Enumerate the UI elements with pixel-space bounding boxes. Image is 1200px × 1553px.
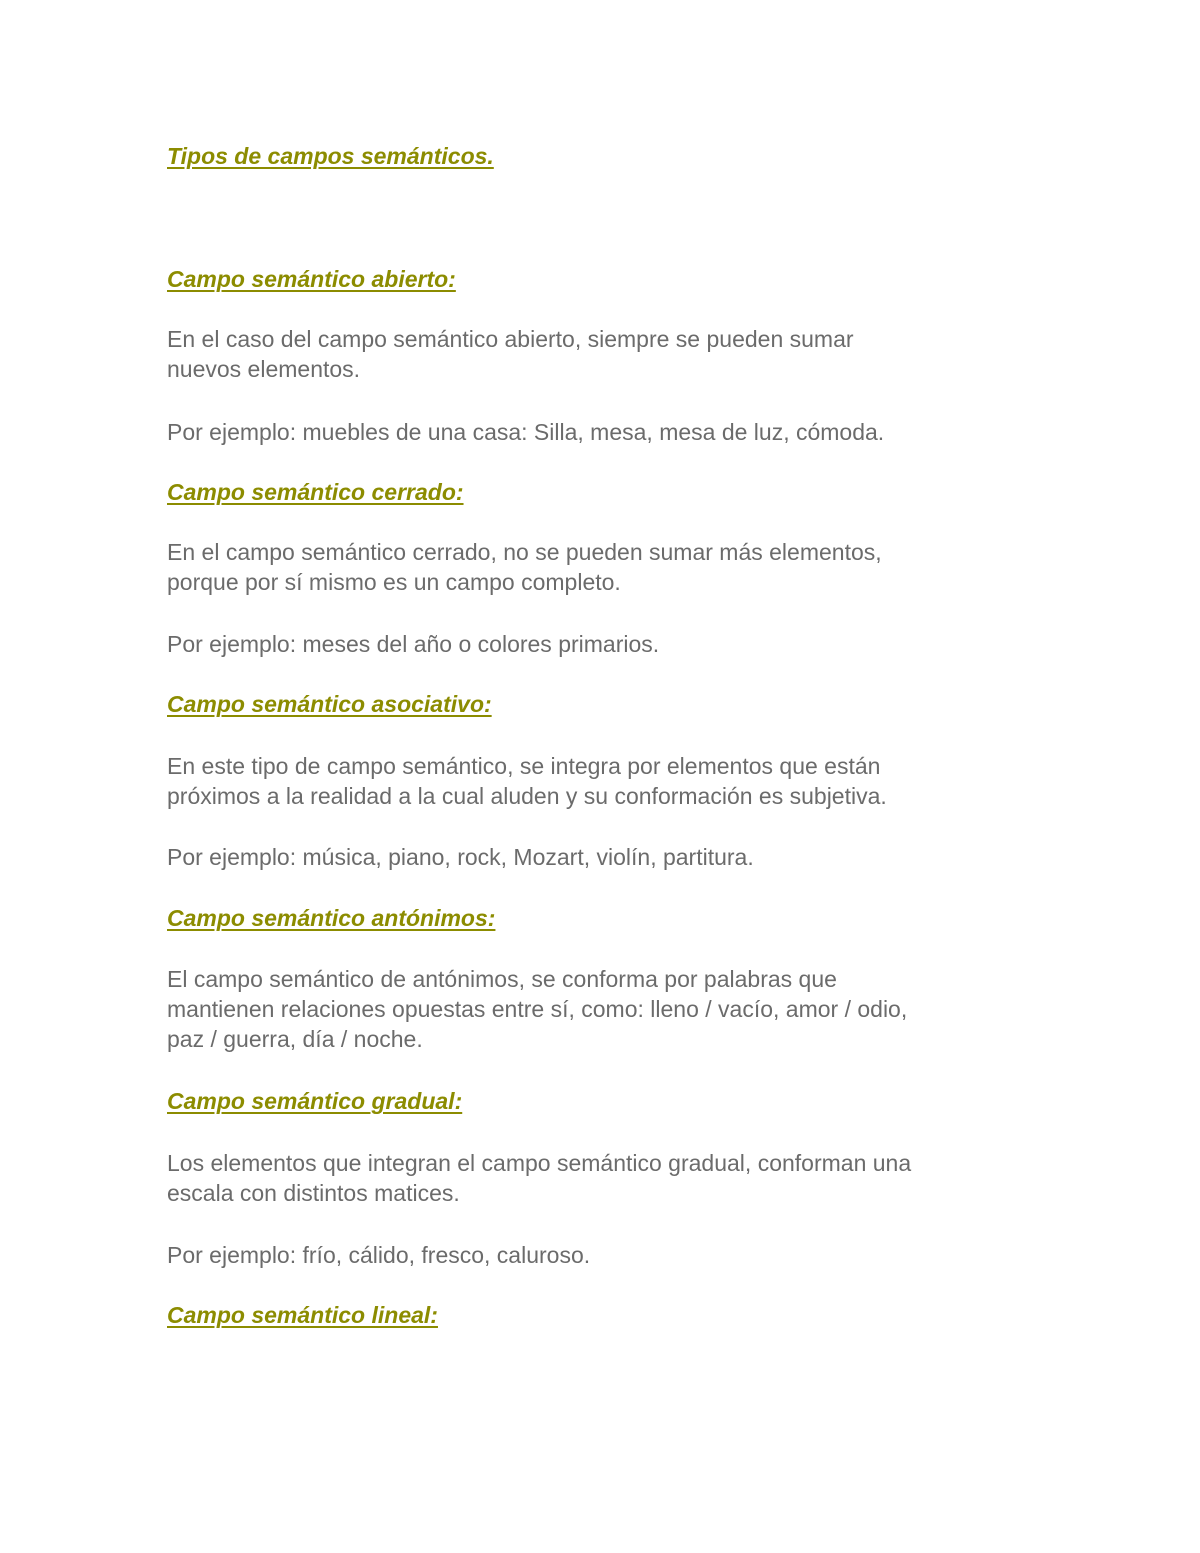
section-cerrado-paragraph-1: En el campo semántico cerrado, no se pueden sumar más elementos, porque por sí mismo es un campo completo. xyxy=(167,539,882,595)
section-heading-cerrado: Campo semántico cerrado: xyxy=(167,479,464,505)
section-abierto-example: Por ejemplo: muebles de una casa: Silla, mesa, mesa de luz, cómoda. xyxy=(167,419,885,445)
document-title: Tipos de campos semánticos. xyxy=(167,143,494,169)
section-asociativo-example: Por ejemplo: música, piano, rock, Mozart, violín, partitura. xyxy=(167,844,754,870)
section-cerrado-example: Por ejemplo: meses del año o colores primarios. xyxy=(167,631,660,657)
section-abierto-paragraph-1: En el caso del campo semántico abierto, siempre se pueden sumar nuevos elementos. xyxy=(167,326,854,382)
section-heading-abierto: Campo semántico abierto: xyxy=(167,266,456,292)
section-asociativo-paragraph-1: En este tipo de campo semántico, se integra por elementos que están próximos a la realidad a la cual aluden y su conformación es subjetiva. xyxy=(167,753,887,809)
section-heading-lineal: Campo semántico lineal: xyxy=(167,1302,438,1328)
section-heading-antonimos: Campo semántico antónimos: xyxy=(167,905,496,931)
section-gradual-example: Por ejemplo: frío, cálido, fresco, caluroso. xyxy=(167,1242,591,1268)
section-gradual-paragraph-1: Los elementos que integran el campo semántico gradual, conforman una escala con distintos matices. xyxy=(167,1150,912,1206)
section-heading-asociativo: Campo semántico asociativo: xyxy=(167,691,492,717)
section-antonimos-paragraph-1: El campo semántico de antónimos, se conforma por palabras que mantienen relaciones opuestas entre sí, como: lleno / vacío, amor / odio, paz / guerra, día / noche. xyxy=(167,966,908,1052)
section-heading-gradual: Campo semántico gradual: xyxy=(167,1088,463,1114)
